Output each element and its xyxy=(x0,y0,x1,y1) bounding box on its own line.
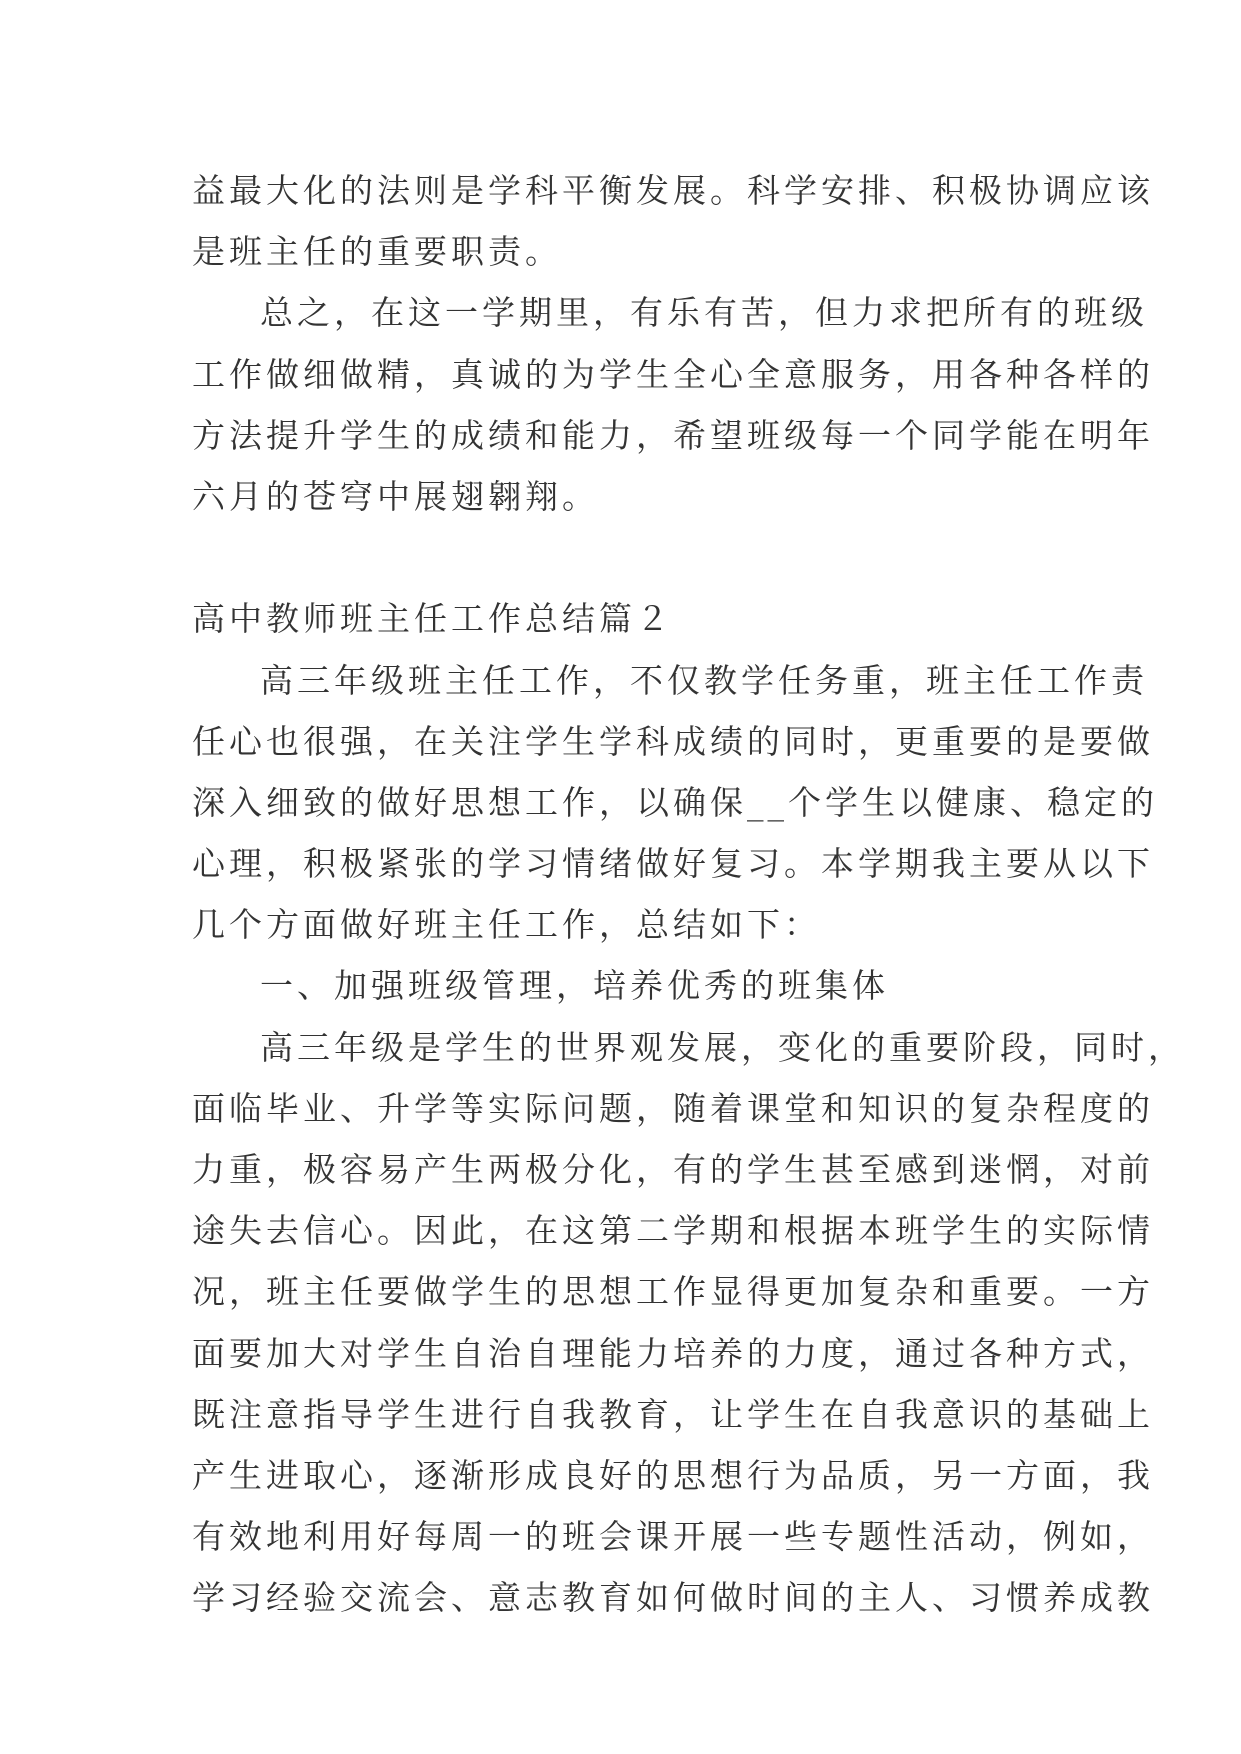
text-line: 总之，在这一学期里，有乐有苦，但力求把所有的班级 xyxy=(260,293,1148,333)
subheading-class-management: 一、加强班级管理，培养优秀的班集体 xyxy=(260,966,889,1006)
text-line: 深入细致的做好思想工作，以确保__个学生以健康、稳定的 xyxy=(192,782,1158,822)
text-line: 学习经验交流会、意志教育如何做时间的主人、习惯养成教 xyxy=(192,1578,1154,1618)
paragraph-intro xyxy=(192,650,1158,956)
section-title: 高中教师班主任工作总结篇２ xyxy=(192,599,673,639)
text-line: 面临毕业、升学等实际问题，随着课堂和知识的复杂程度的 xyxy=(192,1088,1154,1128)
text-line: 途失去信心。因此，在这第二学期和根据本班学生的实际情 xyxy=(192,1211,1154,1251)
paragraph-previous xyxy=(192,160,1154,282)
text-line: 是班主任的重要职责。 xyxy=(192,232,562,272)
text-line: 方法提升学生的成绩和能力，希望班级每一个同学能在明年 xyxy=(192,415,1154,455)
text-line: 既注意指导学生进行自我教育，让学生在自我意识的基础上 xyxy=(192,1394,1154,1434)
text-line: 工作做细做精，真诚的为学生全心全意服务，用各种各样的 xyxy=(192,354,1154,394)
text-line: 几个方面做好班主任工作，总结如下： xyxy=(192,905,821,945)
paragraph-gap xyxy=(192,527,1052,588)
text-line: 六月的苍穹中展翅翱翔。 xyxy=(192,476,599,516)
text-line: 高三年级班主任工作，不仅教学任务重，班主任工作责 xyxy=(260,660,1148,700)
text-line: 况，班主任要做学生的思想工作显得更加复杂和重要。一方 xyxy=(192,1272,1154,1312)
text-line: 有效地利用好每周一的班会课开展一些专题性活动，例如， xyxy=(192,1517,1154,1557)
text-line: 益最大化的法则是学科平衡发展。科学安排、积极协调应该 xyxy=(192,171,1154,210)
text-line: 任心也很强，在关注学生学科成绩的同时，更重要的是要做 xyxy=(192,721,1154,761)
document-body xyxy=(192,160,1185,1629)
text-line: 心理，积极紧张的学习情绪做好复习。本学期我主要从以下 xyxy=(192,844,1154,884)
paragraph-body xyxy=(192,1017,1185,1629)
paragraph-summary xyxy=(192,282,1154,527)
text-line: 产生进取心，逐渐形成良好的思想行为品质，另一方面，我 xyxy=(192,1455,1154,1495)
text-line: 高三年级是学生的世界观发展，变化的重要阶段，同时， xyxy=(260,1027,1185,1067)
text-line: 力重，极容易产生两极分化，有的学生甚至感到迷惘，对前 xyxy=(192,1150,1154,1189)
text-line: 面要加大对学生自治自理能力培养的力度，通过各种方式， xyxy=(192,1333,1154,1373)
